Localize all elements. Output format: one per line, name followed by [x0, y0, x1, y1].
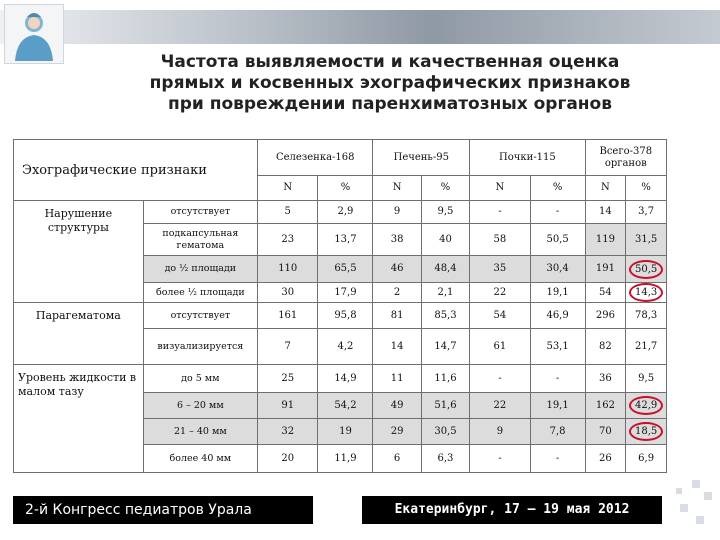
cell: -	[470, 445, 530, 473]
cell-circled	[626, 283, 667, 303]
row-label: подкапсульная гематома	[143, 224, 257, 256]
top-decor-bar	[0, 10, 720, 44]
cell: 3,7	[626, 201, 667, 224]
cell: 53,1	[530, 329, 585, 365]
cell: 2	[373, 283, 421, 303]
cell: 36	[585, 365, 626, 393]
cell-circled	[626, 256, 667, 283]
cell: 2,9	[318, 201, 373, 224]
cell: 26	[585, 445, 626, 473]
cell: 61	[470, 329, 530, 365]
red-circle-mark: 18,5	[629, 422, 663, 441]
red-circle-mark: 42,9	[629, 396, 663, 415]
cell-highlighted: 35	[470, 256, 530, 283]
cell: 54	[470, 303, 530, 329]
footer-city-date: Екатеринбург, 17 – 19 мая 2012	[362, 496, 662, 524]
decor-square	[676, 488, 682, 494]
subheader: %	[421, 176, 469, 201]
cell: 82	[585, 329, 626, 365]
cell: -	[530, 365, 585, 393]
cell: 11	[373, 365, 421, 393]
cell-highlighted: 191	[585, 256, 626, 283]
header-echo-signs: Эхографические признаки	[14, 140, 258, 201]
row-label-highlighted: 21 – 40 мм	[143, 419, 257, 445]
cell-highlighted: 70	[585, 419, 626, 445]
cell-highlighted: 54,2	[318, 393, 373, 419]
echo-signs-table	[13, 139, 667, 473]
category-fluid-level: Уровень жидкости в малом тазу	[14, 365, 144, 473]
doctor-logo-icon	[4, 4, 64, 64]
category-structure: Нарушение структуры	[14, 201, 144, 303]
cell: 38	[373, 224, 421, 256]
cell-highlighted: 9	[470, 419, 530, 445]
cell-highlighted: 31,5	[626, 224, 667, 256]
cell: 11,9	[318, 445, 373, 473]
cell: -	[530, 445, 585, 473]
cell: 20	[258, 445, 318, 473]
title-line: прямых и косвенных эхографических признаков	[149, 73, 631, 93]
cell: 95,8	[318, 303, 373, 329]
decor-square	[680, 504, 688, 512]
cell-highlighted: 30,4	[530, 256, 585, 283]
cell-highlighted: 29	[373, 419, 421, 445]
cell: 81	[373, 303, 421, 329]
row-label: отсутствует	[143, 201, 257, 224]
cell: 9,5	[421, 201, 469, 224]
row-label: более 40 мм	[143, 445, 257, 473]
table-row	[14, 201, 667, 224]
cell-highlighted: 7,8	[530, 419, 585, 445]
cell: -	[470, 365, 530, 393]
cell: 14	[585, 201, 626, 224]
cell: 14,9	[318, 365, 373, 393]
cell: 7	[258, 329, 318, 365]
cell: 9	[373, 201, 421, 224]
cell: 6,3	[421, 445, 469, 473]
subheader: %	[318, 176, 373, 201]
cell-highlighted: 91	[258, 393, 318, 419]
decor-square	[704, 492, 712, 500]
cell-highlighted: 51,6	[421, 393, 469, 419]
cell: 58	[470, 224, 530, 256]
cell: 11,6	[421, 365, 469, 393]
subheader: N	[585, 176, 626, 201]
cell: 2,1	[421, 283, 469, 303]
table-row	[14, 303, 667, 329]
red-circle-mark: 14,3	[629, 283, 663, 302]
subheader: N	[373, 176, 421, 201]
cell: 19,1	[530, 283, 585, 303]
cell: 21,7	[626, 329, 667, 365]
slide-title	[110, 52, 670, 115]
row-label-highlighted: до ½ площади	[143, 256, 257, 283]
subheader: N	[470, 176, 530, 201]
subheader: %	[530, 176, 585, 201]
cell: 25	[258, 365, 318, 393]
cell: 9,5	[626, 365, 667, 393]
cell: 6	[373, 445, 421, 473]
cell: 13,7	[318, 224, 373, 256]
cell-highlighted: 30,5	[421, 419, 469, 445]
cell: 30	[258, 283, 318, 303]
cell: 4,2	[318, 329, 373, 365]
cell: 23	[258, 224, 318, 256]
cell: 14	[373, 329, 421, 365]
red-circle-mark: 50,5	[629, 260, 663, 279]
decor-square	[692, 480, 700, 488]
cell: 46,9	[530, 303, 585, 329]
group-header: Селезенка-168	[258, 140, 373, 176]
cell: 85,3	[421, 303, 469, 329]
row-label: визуализируется	[143, 329, 257, 365]
group-header: Печень-95	[373, 140, 470, 176]
cell-highlighted: 119	[585, 224, 626, 256]
cell: 40	[421, 224, 469, 256]
cell-circled	[626, 419, 667, 445]
cell: 6,9	[626, 445, 667, 473]
category-parahematoma: Парагематома	[14, 303, 144, 365]
cell: -	[470, 201, 530, 224]
cell: 50,5	[530, 224, 585, 256]
row-label: отсутствует	[143, 303, 257, 329]
cell: 161	[258, 303, 318, 329]
cell-highlighted: 65,5	[318, 256, 373, 283]
title-line: при повреждении паренхиматозных органов	[168, 94, 612, 114]
cell: -	[530, 201, 585, 224]
subheader: N	[258, 176, 318, 201]
cell: 17,9	[318, 283, 373, 303]
cell-highlighted: 19,1	[530, 393, 585, 419]
row-label: до 5 мм	[143, 365, 257, 393]
subheader: %	[626, 176, 667, 201]
group-header: Почки-115	[470, 140, 585, 176]
cell: 78,3	[626, 303, 667, 329]
group-header: Всего-378 органов	[585, 140, 666, 176]
cell-highlighted: 49	[373, 393, 421, 419]
cell-highlighted: 22	[470, 393, 530, 419]
cell-highlighted: 162	[585, 393, 626, 419]
cell: 54	[585, 283, 626, 303]
table-row	[14, 365, 667, 393]
cell: 22	[470, 283, 530, 303]
cell: 296	[585, 303, 626, 329]
cell-highlighted: 19	[318, 419, 373, 445]
cell-highlighted: 110	[258, 256, 318, 283]
title-line: Частота выявляемости и качественная оценка	[160, 52, 620, 72]
decor-square	[696, 516, 704, 524]
row-label: более ½ площади	[143, 283, 257, 303]
cell-circled	[626, 393, 667, 419]
cell-highlighted: 32	[258, 419, 318, 445]
cell-highlighted: 48,4	[421, 256, 469, 283]
footer-congress: 2-й Конгресс педиатров Урала	[13, 496, 313, 524]
cell: 5	[258, 201, 318, 224]
row-label-highlighted: 6 – 20 мм	[143, 393, 257, 419]
cell-highlighted: 46	[373, 256, 421, 283]
cell: 14,7	[421, 329, 469, 365]
